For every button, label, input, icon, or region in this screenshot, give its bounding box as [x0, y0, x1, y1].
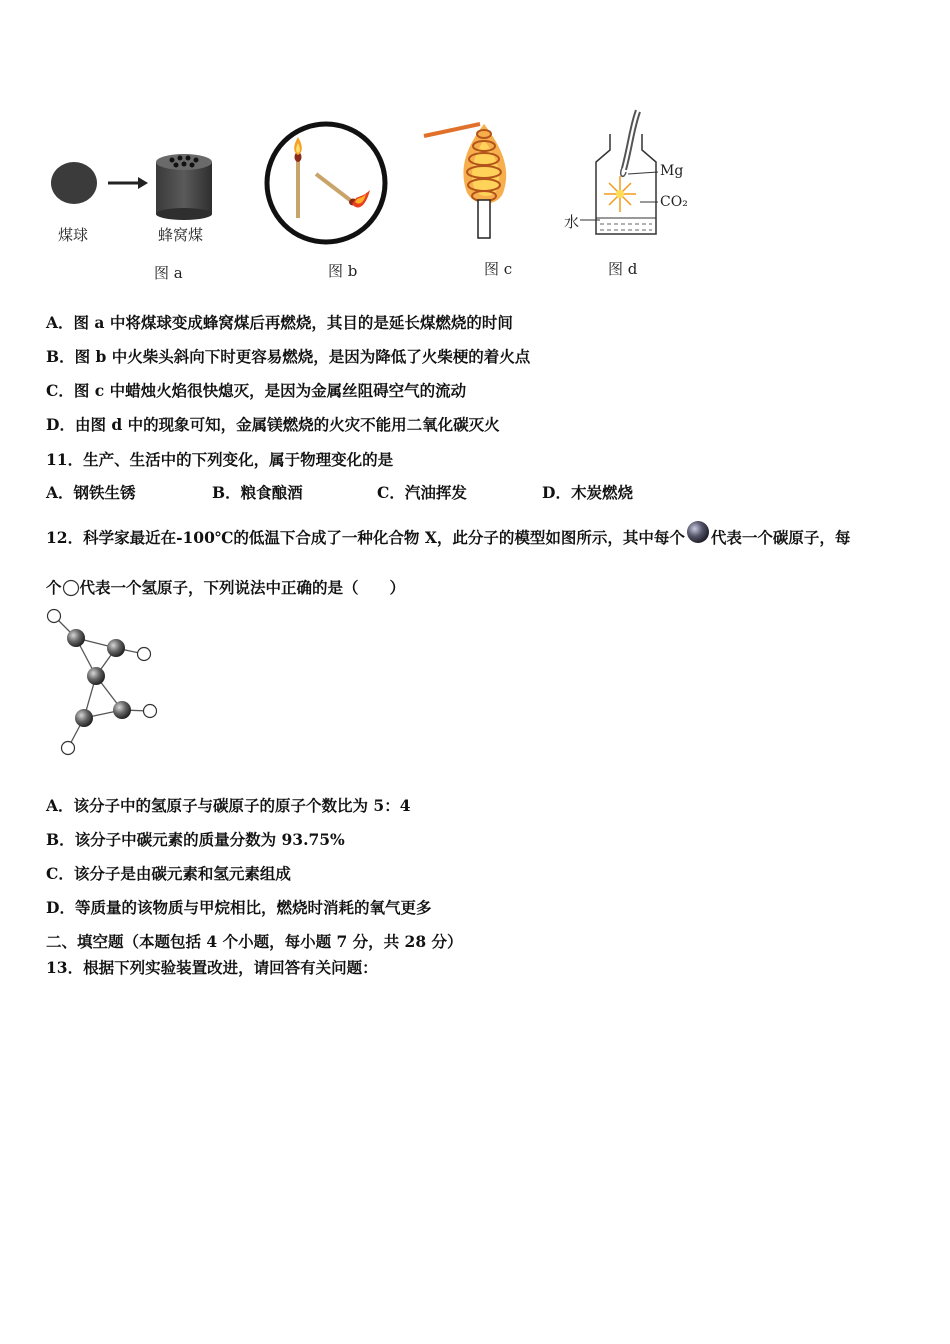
- water-label: 水: [564, 213, 580, 231]
- figure-b-caption: 图 b: [328, 262, 358, 280]
- honeycomb-coal-label: 蜂窝煤: [158, 226, 204, 244]
- q10-option-b: B．图 b 中火柴头斜向下时更容易燃烧，是因为降低了火柴梗的着火点: [46, 347, 531, 366]
- molecule-model: [40, 604, 170, 764]
- hydrogen-atom: [62, 742, 75, 755]
- q12-stem-line2-b: 代表一个氢原子，下列说法中正确的是（ ）: [79, 578, 406, 597]
- q11-option-b: B．粮食酿酒: [212, 483, 303, 502]
- q11-option-d: D．木炭燃烧: [542, 483, 633, 502]
- q11-stem: 11．生产、生活中的下列变化，属于物理变化的是: [46, 450, 394, 469]
- figure-a-caption: 图 a: [154, 264, 183, 282]
- carbon-atom: [107, 639, 125, 657]
- carbon-atom: [75, 709, 93, 727]
- q12-option-d: D．等质量的该物质与甲烷相比，燃烧时消耗的氧气更多: [46, 898, 432, 917]
- match-angle-diagram: [262, 120, 392, 250]
- q12-stem-line2-a: 个: [46, 578, 62, 597]
- q12-stem-line1: [46, 526, 850, 548]
- q12-option-a: A．该分子中的氢原子与碳原子的原子个数比为 5：4: [46, 796, 411, 815]
- section-2-heading: 二、填空题（本题包括 4 个小题，每小题 7 分，共 28 分）: [46, 932, 463, 951]
- q11-option-c: C．汽油挥发: [377, 483, 467, 502]
- coal-ball: [51, 162, 97, 204]
- figure-c: [420, 110, 530, 285]
- coal-ball-label: 煤球: [58, 226, 89, 244]
- hydrogen-atom-icon: [62, 579, 80, 597]
- figure-c-caption: 图 c: [484, 260, 513, 278]
- figure-d-caption: 图 d: [608, 260, 638, 278]
- q10-option-a: A．图 a 中将煤球变成蜂窝煤后再燃烧，其目的是延长煤燃烧的时间: [46, 313, 513, 332]
- candle-coil-diagram: [420, 110, 530, 245]
- q12-option-c: C．该分子是由碳元素和氢元素组成: [46, 864, 291, 883]
- carbon-atom: [113, 701, 131, 719]
- mg-label: Mg: [660, 163, 684, 179]
- q12-stem-line2: [46, 576, 405, 598]
- figure-a: [46, 140, 226, 290]
- q10-option-d: D．由图 d 中的现象可知，金属镁燃烧的火灾不能用二氧化碳灭火: [46, 415, 500, 434]
- q13-stem: 13．根据下列实验装置改进，请回答有关问题：: [46, 958, 378, 977]
- figure-b: [262, 120, 392, 285]
- q12-option-b: B．该分子中碳元素的质量分数为 93.75%: [46, 830, 345, 849]
- carbon-atom: [67, 629, 85, 647]
- figure-d: [560, 106, 700, 286]
- q12-stem-part2: 代表一个碳原子，每: [710, 528, 851, 547]
- co2-label: CO₂: [660, 194, 688, 210]
- carbon-atom-icon: [685, 519, 711, 545]
- coal-ball-to-honeycomb-diagram: [46, 140, 226, 230]
- q12-stem-part1: 12．科学家最近在-100℃的低温下合成了一种化合物 X，此分子的模型如图所示，其中每个: [46, 528, 685, 547]
- hydrogen-atom: [138, 648, 151, 661]
- hydrogen-atom: [48, 610, 61, 623]
- q10-option-c: C．图 c 中蜡烛火焰很快熄灭，是因为金属丝阻碍空气的流动: [46, 381, 467, 400]
- molecule-model-svg: [40, 604, 170, 764]
- q11-option-a: A．钢铁生锈: [46, 483, 136, 502]
- carbon-atom: [87, 667, 105, 685]
- hydrogen-atom: [144, 705, 157, 718]
